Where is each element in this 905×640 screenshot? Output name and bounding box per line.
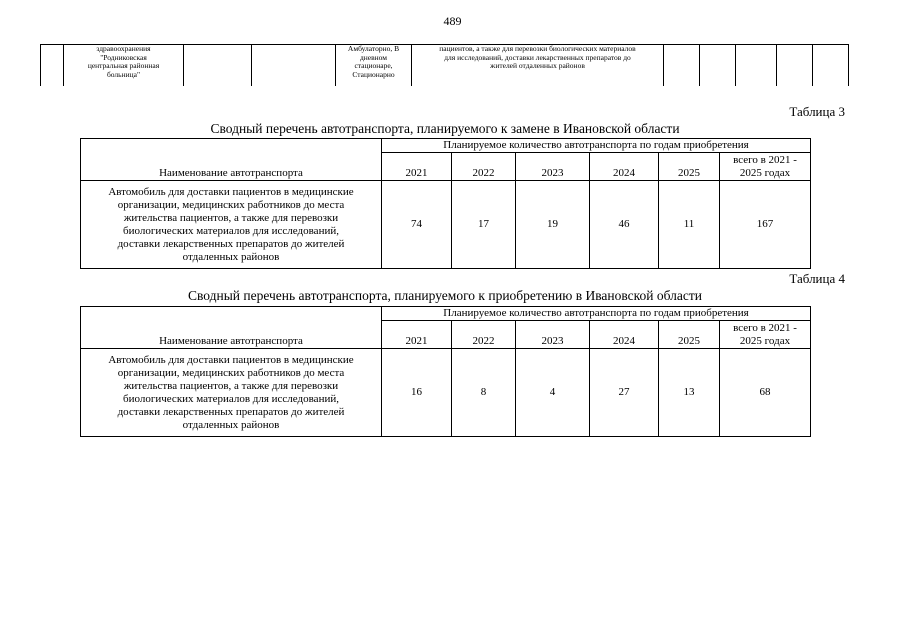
table-4-year-2022: 2022 [452,321,516,349]
table-3-value-2021: 74 [382,181,452,269]
table-3-value-2024: 46 [590,181,659,269]
fragment-cell [777,45,813,87]
fragment-cell [41,45,64,87]
table-3-caption: Таблица 3 [789,104,845,119]
table-4-vehicle-name: Автомобиль для доставки пациентов в медицинские организации, медицинских работников до места жительства пациентов, а также для перевозки биологических материалов для исследований, доставки лекарственных препаратов до жителей отдаленных районов [81,349,382,437]
table-3-group-header: Планируемое количество автотранспорта по годам приобретения [382,139,811,153]
fragment-cell [184,45,252,87]
fragment-cell [813,45,849,87]
table-3 [80,138,811,269]
table-3-vehicle-name: Автомобиль для доставки пациентов в медицинские организации, медицинских работников до места жительства пациентов, а также для перевозки биологических материалов для исследований, доставки лекарственных препаратов до жителей отдаленных районов [81,181,382,269]
table-4-value-2024: 27 [590,349,659,437]
table-4-value-2021: 16 [382,349,452,437]
fragment-cell [700,45,736,87]
table-4-value-2022: 8 [452,349,516,437]
table-4-caption: Таблица 4 [789,271,845,286]
table-4 [80,306,811,437]
table-3-value-total: 167 [720,181,811,269]
table-3-title: Сводный перечень автотранспорта, планируемого к замене в Ивановской области [210,121,680,136]
table-4-value-2023: 4 [516,349,590,437]
fragment-cell [736,45,777,87]
table-4-value-total: 68 [720,349,811,437]
table-3-year-2024: 2024 [590,153,659,181]
fragment-cell-care-conditions: Амбулаторно, В дневном стационаре, Стационарно [336,45,412,87]
table-3-total-header: всего в 2021 - 2025 годах [720,153,811,181]
table-4-year-2021: 2021 [382,321,452,349]
table-4-year-2025: 2025 [659,321,720,349]
table-3-value-2025: 11 [659,181,720,269]
table-4-year-2023: 2023 [516,321,590,349]
table-3-value-2023: 19 [516,181,590,269]
table-4-total-header: всего в 2021 - 2025 годах [720,321,811,349]
table-3-year-2022: 2022 [452,153,516,181]
table-4-group-header: Планируемое количество автотранспорта по годам приобретения [382,307,811,321]
table-3-year-2021: 2021 [382,153,452,181]
table-3-year-2025: 2025 [659,153,720,181]
table-4-title: Сводный перечень автотранспорта, планируемого к приобретению в Ивановской области [187,288,703,303]
table-4-value-2025: 13 [659,349,720,437]
fragment-cell [252,45,336,87]
table-3-value-2022: 17 [452,181,516,269]
page-number: 489 [443,14,462,28]
continued-table-fragment [40,44,849,86]
table-4-name-header: Наименование автотранспорта [81,307,382,349]
fragment-cell-organization: здравоохранения "Родниковская центральная районная больница" [64,45,184,87]
fragment-cell-purpose: пациентов, а также для перевозки биологических материалов для исследований, доставки лекарственных препаратов до жителей отдаленных районов [412,45,664,87]
fragment-cell [664,45,700,87]
table-3-year-2023: 2023 [516,153,590,181]
table-3-name-header: Наименование автотранспорта [81,139,382,181]
table-4-year-2024: 2024 [590,321,659,349]
